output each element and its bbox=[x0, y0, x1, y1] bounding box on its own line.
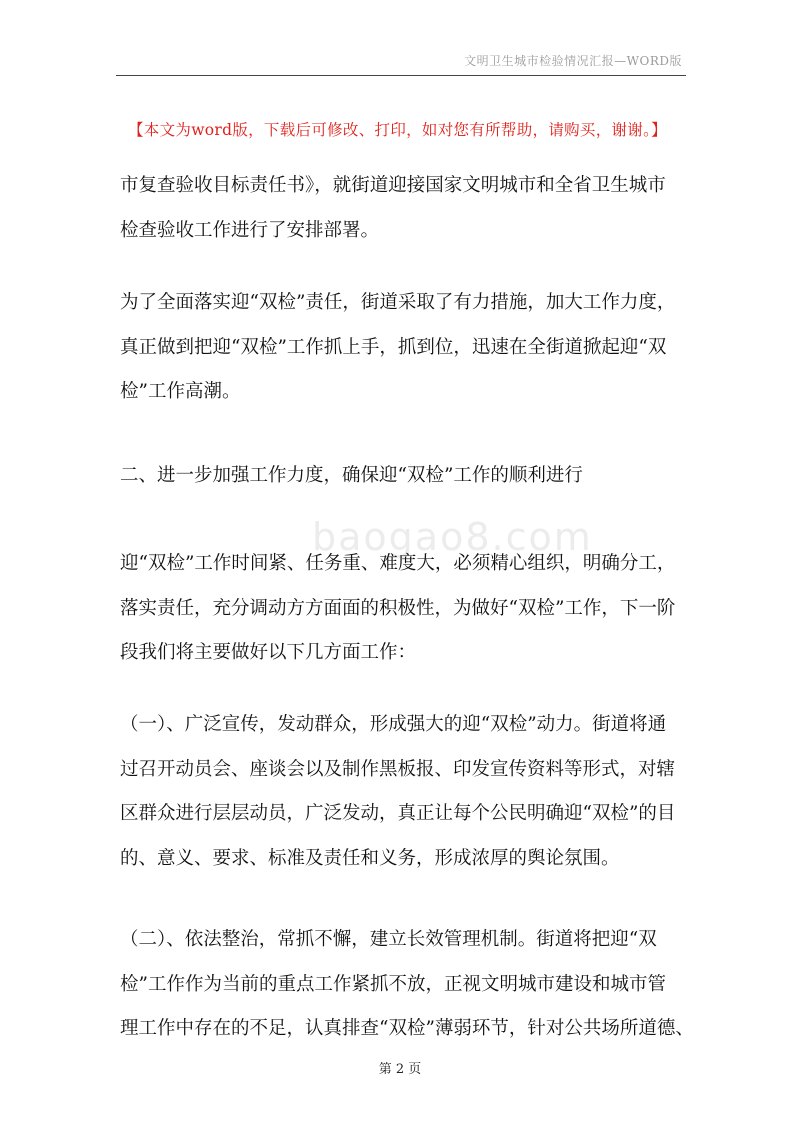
paragraph-line: 迎“双检”工作时间紧、任务重、难度大，必须精心组织，明确分工， bbox=[120, 553, 676, 574]
paragraph-line: 区群众进行层层动员，广泛发动，真正让每个公民明确迎“双检”的目 bbox=[120, 803, 676, 824]
watermark-text: baogao8.com bbox=[312, 515, 593, 559]
paragraph-line: （一）、广泛宣传，发动群众，形成强大的迎“双检”动力。街道将通 bbox=[120, 714, 667, 735]
red-notice-text: 【本文为word版，下载后可修改、打印，如对您有所帮助，请购买，谢谢。】 bbox=[128, 121, 667, 139]
section-heading-line: 二、进一步加强工作力度，确保迎“双检”工作的顺利进行 bbox=[120, 465, 583, 486]
paragraph-3 bbox=[120, 542, 688, 676]
paragraph-line: 检”工作高潮。 bbox=[120, 381, 241, 402]
paragraph-line: （二）、依法整治，常抓不懈，建立长效管理机制。街道将把迎“双 bbox=[120, 929, 657, 950]
running-header-title: 文明卫生城市检验情况汇报—WORD版 bbox=[464, 54, 682, 68]
paragraph-4 bbox=[120, 703, 688, 881]
paragraph-line: 为了全面落实迎“双检”责任，街道采取了有力措施，加大工作力度， bbox=[120, 292, 676, 313]
paragraph-line: 市复查验收目标责任书》，就街道迎接国家文明城市和全省卫生城市 bbox=[120, 175, 666, 196]
paragraph-1 bbox=[120, 164, 688, 253]
paragraph-line: 检查验收工作进行了安排部署。 bbox=[120, 219, 380, 241]
paragraph-5 bbox=[120, 918, 694, 1052]
paragraph-line: 理工作中存在的不足，认真排查“双检”薄弱环节，针对公共场所道德、 bbox=[120, 1018, 694, 1039]
paragraph-line: 检”工作作为当前的重点工作紧抓不放，正视文明城市建设和城市管 bbox=[120, 973, 666, 995]
paragraph-line: 过召开动员会、座谈会以及制作黑板报、印发宣传资料等形式，对辖 bbox=[120, 758, 676, 780]
paragraph-line: 真正做到把迎“双检”工作抓上手，抓到位，迅速在全街道掀起迎“双 bbox=[120, 336, 667, 358]
paragraph-line: 的、意义、要求、标准及责任和义务，形成浓厚的舆论氛围。 bbox=[120, 847, 620, 869]
paragraph-line: 落实责任，充分调动方方面面的积极性，为做好“双检”工作，下一阶 bbox=[120, 597, 676, 619]
paragraph-2 bbox=[120, 281, 688, 415]
paragraph-line: 段我们将主要做好以下几方面工作： bbox=[120, 642, 417, 663]
section-heading-2 bbox=[120, 454, 688, 499]
header-divider bbox=[116, 75, 686, 76]
page-number: 第 2 页 bbox=[378, 1062, 422, 1077]
